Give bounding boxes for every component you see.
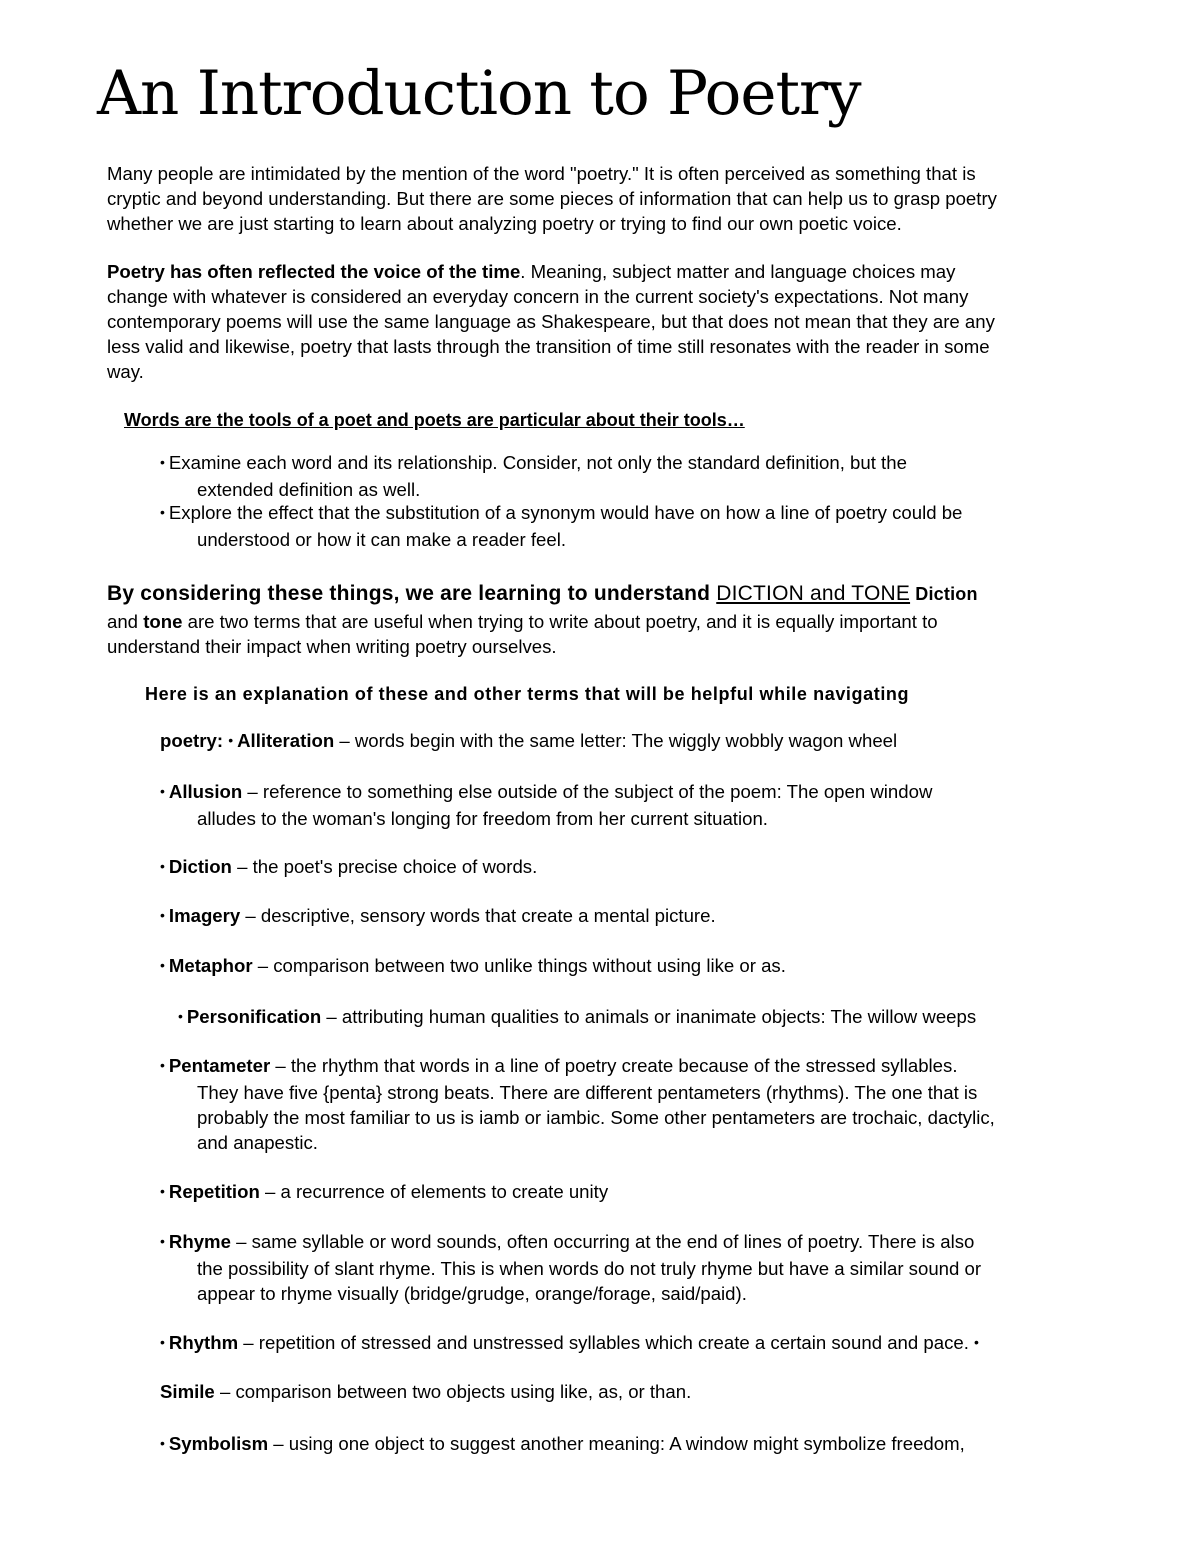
bullet-dot: •: [160, 858, 165, 874]
tools-bullet-1-line-2: extended definition as well.: [197, 479, 421, 500]
term-definition: – repetition of stressed and unstressed syllables which create a certain sound and pace.: [238, 1332, 975, 1353]
diction-heading: [107, 581, 978, 607]
term-name: Symbolism: [168, 1433, 269, 1454]
term-definition: – descriptive, sensory words that create a mental picture.: [240, 905, 716, 926]
term-name: Allusion: [168, 781, 243, 802]
diction-heading-tail: Diction: [910, 584, 978, 604]
term-diction: [160, 854, 1120, 881]
term-definition: – comparison between two objects using like, as, or than.: [214, 1381, 692, 1402]
intro-line-2: cryptic and beyond understanding. But there are some pieces of information that can help us to grasp poetry: [107, 188, 997, 209]
terms-heading: Here is an explanation of these and other terms that will be helpful while navigating: [145, 684, 910, 704]
term-definition-cont: the possibility of slant rhyme. This is when words do not truly rhyme but have a similar sound or: [197, 1258, 982, 1279]
bullet-dot: •: [178, 1008, 183, 1024]
term-definition: – the poet's precise choice of words.: [231, 856, 538, 877]
poetry-label: poetry:: [160, 730, 229, 751]
voice-line-1-rest: . Meaning, subject matter and language choices may: [520, 261, 956, 282]
term-definition: – comparison between two unlike things without using like or as.: [252, 955, 786, 976]
term-definition: – reference to something else outside of the subject of the poem: The open window: [242, 781, 933, 802]
term-simile: [160, 1379, 1120, 1404]
bullet-dot: •: [160, 454, 165, 470]
tools-bullet-2-line-2: understood or how it can make a reader feel.: [197, 529, 566, 550]
bullet-dot: •: [228, 732, 234, 748]
diction-line-3: understand their impact when writing poetry ourselves.: [107, 636, 557, 657]
term-imagery: [160, 903, 1120, 930]
term-name: Rhythm: [168, 1332, 239, 1353]
term-name: Simile: [160, 1381, 215, 1402]
bullet-dot: •: [974, 1334, 979, 1350]
diction-line-2-rest: are two terms that are useful when trying to write about poetry, and it is equally important to: [182, 611, 938, 632]
diction-heading-lead: By considering these things, we are learning to understand: [107, 582, 717, 605]
voice-paragraph: [107, 259, 1117, 384]
term-rhyme: [160, 1229, 1120, 1306]
bullet-dot: •: [160, 957, 165, 973]
term-definition: – attributing human qualities to animals or inanimate objects: The willow weeps: [321, 1006, 977, 1027]
term-name: Pentameter: [168, 1055, 271, 1076]
term-definition: – a recurrence of elements to create unity: [259, 1181, 609, 1202]
term-definition: – words begin with the same letter: The wiggly wobbly wagon wheel: [334, 730, 898, 751]
term-definition-cont: and anapestic.: [197, 1132, 318, 1153]
voice-bold-lead: Poetry has often reflected the voice of the time: [107, 261, 521, 282]
term-definition: – same syllable or word sounds, often occurring at the end of lines of poetry. There is also: [230, 1231, 975, 1252]
voice-line-2: change with whatever is considered an everyday concern in the current society's expectations. Not many: [107, 286, 969, 307]
term-name: Imagery: [168, 905, 241, 926]
bullet-dot: •: [160, 1233, 165, 1249]
term-name: Rhyme: [168, 1231, 231, 1252]
voice-line-4: less valid and likewise, poetry that lasts through the transition of time still resonates with the reader in some: [107, 336, 990, 357]
tools-bullet-2: [160, 500, 1120, 552]
term-metaphor: [160, 953, 1120, 980]
tools-heading: Words are the tools of a poet and poets are particular about their tools…: [124, 410, 745, 430]
term-symbolism: [160, 1431, 1120, 1458]
diction-line-2-tone: tone: [143, 611, 183, 632]
term-definition-cont: probably the most familiar to us is iamb or iambic. Some other pentameters are trochaic, dactylic,: [197, 1107, 995, 1128]
term-repetition: [160, 1179, 1120, 1206]
term-name: Diction: [168, 856, 232, 877]
term-name: Repetition: [168, 1181, 260, 1202]
tools-bullet-1-line-1: Examine each word and its relationship. Consider, not only the standard definition, but the: [168, 452, 907, 473]
tools-bullet-1: [160, 450, 1120, 502]
term-definition: – the rhythm that words in a line of poetry create because of the stressed syllables.: [270, 1055, 958, 1076]
term-definition-cont: They have five {penta} strong beats. There are different pentameters (rhythms). The one that is: [197, 1082, 978, 1103]
term-alliteration: [160, 728, 1120, 755]
intro-paragraph: [107, 161, 1117, 236]
term-definition: – using one object to suggest another meaning: A window might symbolize freedom,: [268, 1433, 965, 1454]
bullet-dot: •: [160, 504, 165, 520]
diction-line-2-and: and: [107, 611, 144, 632]
intro-line-3: whether we are just starting to learn about analyzing poetry or trying to find our own poetic voice.: [107, 213, 902, 234]
bullet-dot: •: [160, 783, 165, 799]
diction-paragraph: [107, 609, 1117, 659]
voice-line-5: way.: [107, 361, 144, 382]
term-name: Metaphor: [168, 955, 253, 976]
bullet-dot: •: [160, 1057, 165, 1073]
bullet-dot: •: [160, 1435, 165, 1451]
intro-line-1: Many people are intimidated by the mention of the word "poetry." It is often perceived as something that is: [107, 163, 976, 184]
term-name: Alliteration: [237, 730, 335, 751]
voice-line-3: contemporary poems will use the same language as Shakespeare, but that does not mean that they are any: [107, 311, 995, 332]
term-pentameter: [160, 1053, 1120, 1155]
bullet-dot: •: [160, 907, 165, 923]
bullet-dot: •: [160, 1183, 165, 1199]
tools-bullet-2-line-1: Explore the effect that the substitution of a synonym would have on how a line of poetry could be: [168, 502, 963, 523]
diction-tone-underlined: DICTION and TONE: [716, 582, 911, 605]
bullet-dot: •: [160, 1334, 165, 1350]
page-title: An Introduction to Poetry: [97, 58, 861, 129]
term-rhythm: [160, 1330, 1120, 1357]
term-definition-cont: alludes to the woman's longing for freedom from her current situation.: [197, 808, 768, 829]
term-personification: [178, 1004, 1138, 1031]
term-name: Personification: [186, 1006, 322, 1027]
term-definition-cont: appear to rhyme visually (bridge/grudge, orange/forage, said/paid).: [197, 1283, 747, 1304]
term-allusion: [160, 779, 1120, 831]
